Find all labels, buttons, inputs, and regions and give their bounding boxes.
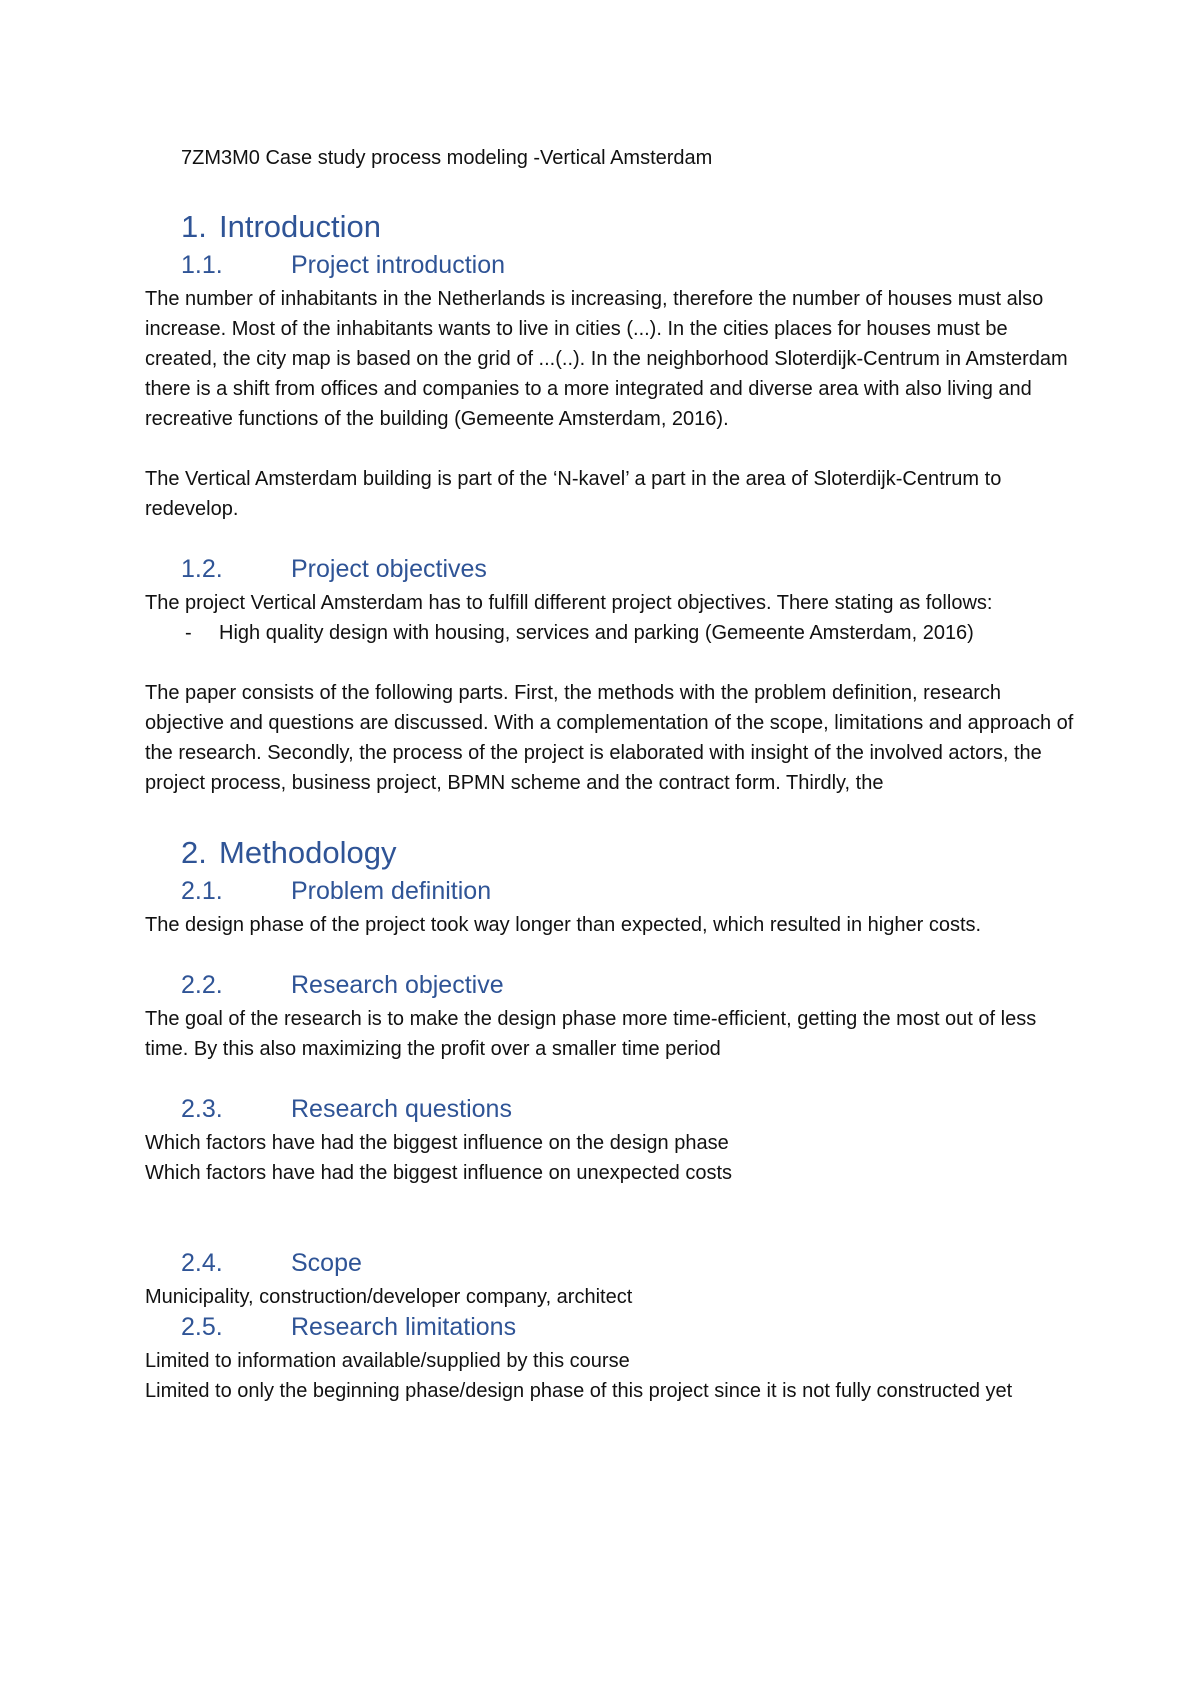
heading-scope — [181, 1248, 1075, 1278]
subheading-number: 2.2. — [181, 971, 223, 999]
heading-introduction — [181, 208, 1075, 246]
heading-research-questions — [181, 1094, 1075, 1124]
subheading-title: Project objectives — [291, 555, 487, 583]
subheading-title: Problem definition — [291, 877, 492, 905]
problem-definition-paragraph: The design phase of the project took way longer than expected, which resulted in higher costs. — [145, 914, 982, 936]
research-objective-paragraph: The goal of the research is to make the design phase more time-efficient, getting the most out of less time. By this also maximizing the profit over a smaller time period — [145, 1008, 1037, 1060]
project-introduction-paragraph-2: The Vertical Amsterdam building is part of the ‘N-kavel’ a part in the area of Sloterdijk-Centrum to redevelop. — [145, 468, 1002, 520]
research-question-1: Which factors have had the biggest influence on the design phase — [145, 1132, 729, 1154]
subheading-number: 2.3. — [181, 1095, 223, 1123]
document-content — [145, 144, 1075, 1406]
subheading-title: Research limitations — [291, 1313, 517, 1341]
heading-research-objective — [181, 970, 1075, 1000]
subheading-title: Research objective — [291, 971, 504, 999]
paragraph-spacer — [145, 434, 1075, 464]
section-spacer — [145, 940, 1075, 970]
limitation-line-2: Limited to only the beginning phase/design phase of this project since it is not fully constructed yet — [145, 1380, 1013, 1402]
heading-number: 1. — [181, 209, 207, 244]
heading-problem-definition — [181, 876, 1075, 906]
subheading-title: Project introduction — [291, 251, 506, 279]
heading-number: 2. — [181, 835, 207, 870]
heading-title: Introduction — [219, 209, 381, 244]
paragraph-spacer — [145, 1188, 1075, 1218]
heading-project-introduction — [181, 250, 1075, 280]
subheading-number: 2.1. — [181, 877, 223, 905]
project-objectives-paragraph: The project Vertical Amsterdam has to fulfill different project objectives. There stating as follows: — [145, 592, 993, 614]
section-spacer — [145, 1064, 1075, 1094]
subheading-number: 1.2. — [181, 555, 223, 583]
objectives-list — [145, 618, 1075, 648]
subheading-number: 2.5. — [181, 1313, 223, 1341]
project-introduction-paragraph-1: The number of inhabitants in the Netherlands is increasing, therefore the number of houses must also increase. Most of the inhabitants wants to live in cities (...). In the cities places for houses must be created, the city map is based on the grid of ...(..). In the neighborhood Sloterdijk-Centrum in Amsterdam there is a shift from offices and companies to a more integrated and diverse area with also living and recreative functions of the building (Gemeente Amsterdam, 2016). — [145, 288, 1068, 430]
list-item-text: High quality design with housing, services and parking (Gemeente Amsterdam, 2016) — [219, 622, 974, 644]
paper-structure-paragraph: The paper consists of the following parts. First, the methods with the problem definition, research objective and questions are discussed. With a complementation of the scope, limitations and approach of the research. Secondly, the process of the project is elaborated with insight of the involved actors, the project process, business project, BPMN scheme and the contract form. Thirdly, the — [145, 682, 1074, 794]
document-title: 7ZM3M0 Case study process modeling -Vertical Amsterdam — [181, 147, 713, 169]
limitation-line-1: Limited to information available/supplied by this course — [145, 1350, 630, 1372]
section-spacer — [145, 524, 1075, 554]
research-question-2: Which factors have had the biggest influence on unexpected costs — [145, 1162, 733, 1184]
paragraph-spacer — [145, 1218, 1075, 1248]
list-item — [145, 618, 1075, 648]
subheading-number: 1.1. — [181, 251, 223, 279]
heading-research-limitations — [181, 1312, 1075, 1342]
heading-project-objectives — [181, 554, 1075, 584]
list-marker: - — [185, 622, 192, 644]
paragraph-spacer — [145, 648, 1075, 678]
subheading-title: Research questions — [291, 1095, 512, 1123]
scope-line: Municipality, construction/developer company, architect — [145, 1286, 633, 1308]
heading-methodology — [181, 834, 1075, 872]
heading-title: Methodology — [219, 835, 397, 870]
subheading-number: 2.4. — [181, 1249, 223, 1277]
subheading-title: Scope — [291, 1249, 362, 1277]
